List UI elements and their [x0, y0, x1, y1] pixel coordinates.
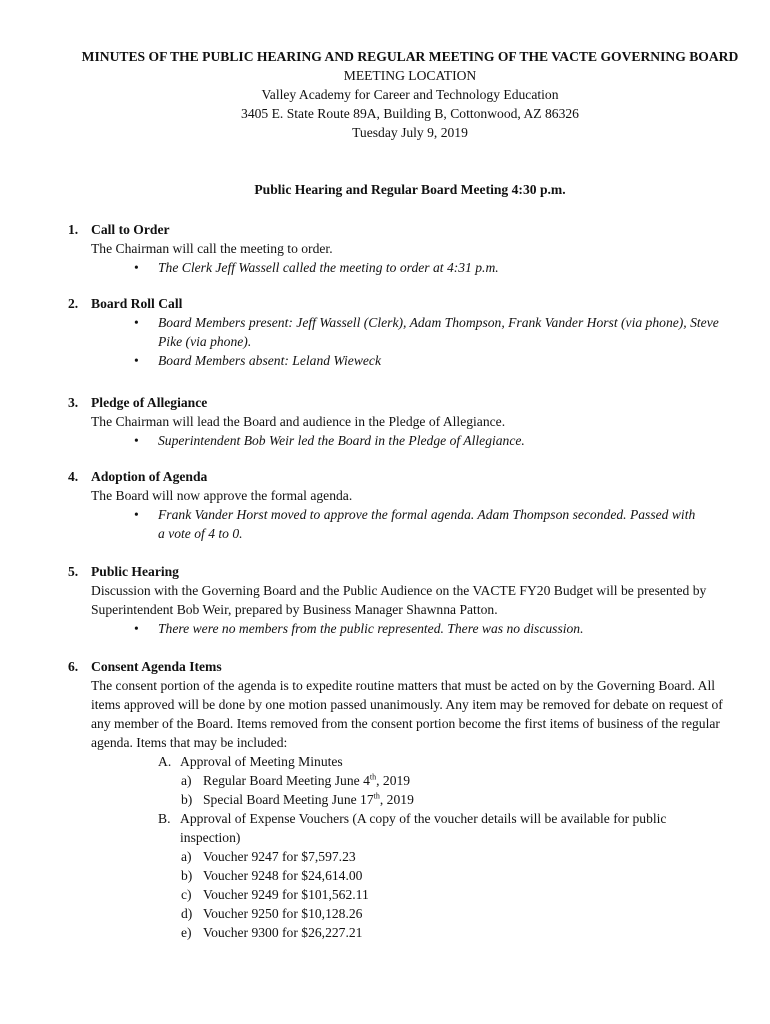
- section-number: 2.: [68, 296, 79, 311]
- bullet-item: • There were no members from the public represented. There was no discussion.: [158, 619, 728, 638]
- list-item: [181, 885, 728, 904]
- list-item: [181, 847, 728, 866]
- section-call-to-order: [68, 220, 728, 277]
- item-marker: a): [181, 849, 192, 864]
- item-label: Approval of Expense Vouchers (A copy of the voucher details will be available for public inspection): [180, 811, 667, 845]
- bullet-item: • Superintendent Bob Weir led the Board in the Pledge of Allegiance.: [158, 431, 728, 450]
- item-marker: e): [181, 925, 192, 940]
- section-pledge: [68, 393, 728, 450]
- section-title: Adoption of Agenda: [91, 469, 208, 484]
- item-text-main: Special Board Meeting June 17: [203, 792, 374, 807]
- section-public-hearing: [68, 562, 728, 638]
- consent-item-minutes: [158, 752, 728, 771]
- section-consent-agenda: [68, 657, 728, 942]
- bullet-item: • Frank Vander Horst moved to approve the formal agenda. Adam Thompson seconded. Passed with a vote of 4 to 0.: [158, 505, 698, 543]
- consent-item-vouchers: [158, 809, 728, 847]
- section-heading: [68, 467, 728, 486]
- section-heading: [68, 220, 728, 239]
- section-number: 1.: [68, 222, 79, 237]
- list-item: [181, 923, 728, 942]
- item-text: Voucher 9250 for $10,128.26: [203, 906, 363, 921]
- section-board-roll-call: [68, 294, 728, 370]
- item-text-year: , 2019: [379, 792, 414, 807]
- section-text: The consent portion of the agenda is to expedite routine matters that must be acted on by the Governing Board. All items approved will be done by one motion passed unanimously. Any item may be removed for debate on request of any member of the Board. Items removed from the consent portion become the first items of business of the regular agenda. Items that may be included:: [91, 678, 723, 750]
- item-marker: B.: [158, 811, 171, 826]
- bullet-item: • Board Members absent: Leland Wieweck: [158, 351, 728, 370]
- item-text: [203, 771, 728, 790]
- item-marker: A.: [158, 754, 172, 769]
- list-item: [181, 790, 728, 809]
- section-number: 3.: [68, 395, 79, 410]
- section-number: 5.: [68, 564, 79, 579]
- meeting-date: Tuesday July 9, 2019: [352, 125, 468, 140]
- ordinal-suffix: th: [369, 772, 377, 782]
- item-text-main: Regular Board Meeting June 4: [203, 773, 370, 788]
- section-title: Consent Agenda Items: [91, 659, 222, 674]
- section-heading: [68, 393, 728, 412]
- item-text: Voucher 9300 for $26,227.21: [203, 925, 363, 940]
- section-number: 6.: [68, 659, 79, 674]
- section-title: Pledge of Allegiance: [91, 395, 208, 410]
- list-item: [181, 904, 728, 923]
- meeting-location-label: MEETING LOCATION: [343, 68, 477, 83]
- list-item: [181, 866, 728, 885]
- section-heading: [68, 657, 728, 676]
- school-address: 3405 E. State Route 89A, Building B, Cottonwood, AZ 86326: [241, 106, 579, 121]
- section-number: 4.: [68, 469, 79, 484]
- document-title: MINUTES OF THE PUBLIC HEARING AND REGULAR MEETING OF THE VACTE GOVERNING BOARD: [81, 49, 739, 64]
- section-heading: [68, 562, 728, 581]
- section-heading: [68, 294, 728, 313]
- bullet-item: • Board Members present: Jeff Wassell (Clerk), Adam Thompson, Frank Vander Horst (via phone), Steve Pike (via phone).: [158, 313, 728, 351]
- section-title: Call to Order: [91, 222, 170, 237]
- item-text: [203, 790, 728, 809]
- item-marker: c): [181, 887, 192, 902]
- section-text: The Board will now approve the formal agenda.: [91, 488, 353, 503]
- item-text: Voucher 9247 for $7,597.23: [203, 849, 356, 864]
- section-title: Public Hearing: [91, 564, 179, 579]
- section-title: Board Roll Call: [91, 296, 183, 311]
- section-adoption-of-agenda: [68, 467, 728, 543]
- section-text: The Chairman will call the meeting to order.: [91, 241, 333, 256]
- bullet-item: • The Clerk Jeff Wassell called the meeting to order at 4:31 p.m.: [158, 258, 728, 277]
- document-header: [60, 47, 760, 142]
- item-marker: d): [181, 906, 193, 921]
- list-item: [181, 771, 728, 790]
- item-marker: b): [181, 868, 193, 883]
- meeting-subtitle: Public Hearing and Regular Board Meeting 4:30 p.m.: [254, 182, 566, 197]
- school-name: Valley Academy for Career and Technology Education: [261, 87, 559, 102]
- item-marker: b): [181, 792, 193, 807]
- item-text-year: , 2019: [376, 773, 411, 788]
- section-text: Discussion with the Governing Board and the Public Audience on the VACTE FY20 Budget will be presented by Superintendent Bob Weir, prepared by Business Manager Shawnna Patton.: [91, 583, 707, 617]
- item-text: Voucher 9249 for $101,562.11: [203, 887, 369, 902]
- item-text: Voucher 9248 for $24,614.00: [203, 868, 363, 883]
- section-text: The Chairman will lead the Board and audience in the Pledge of Allegiance.: [91, 414, 506, 429]
- item-label: Approval of Meeting Minutes: [180, 754, 343, 769]
- item-marker: a): [181, 773, 192, 788]
- ordinal-suffix: th: [373, 791, 380, 801]
